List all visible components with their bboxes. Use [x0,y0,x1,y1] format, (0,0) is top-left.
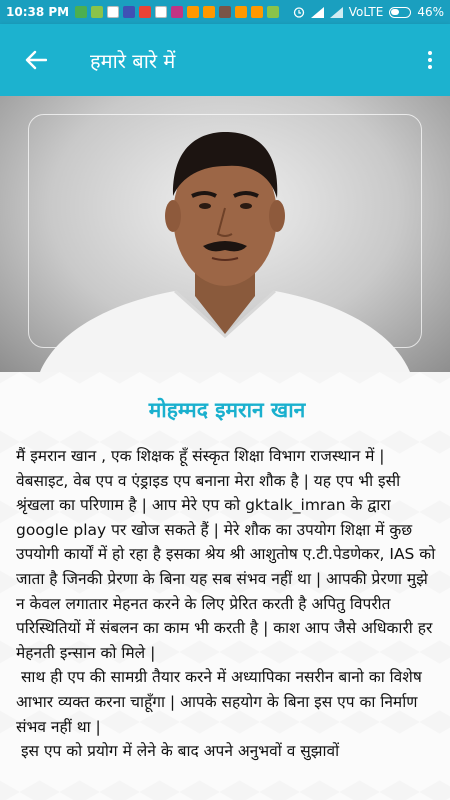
avatar-icon [219,6,231,18]
signal-icon [311,7,324,18]
status-right [293,5,444,19]
status-time: 10:38 PM [6,5,70,19]
overflow-menu-button[interactable] [410,32,450,88]
bio-text: मैं इमरान खान , एक शिक्षक हूँ संस्कृत शिक्षा विभाग राजस्थान में | वेबसाइट, वेब एप व एंड्राइड एप बनाना मेरा शौक है | यह एप भी इसी श्रृंखला का परिणाम है | आप मेरे एप को gktalk_imran के द्वारा google play पर खोज सकते हैं | मेरे शौक का उपयोग शिक्षा में कुछ उपयोगी कार्यों में हो रहा है इसका श्रेय श्री आशुतोष ए.टी.पेडणेकर, IAS को जाता है जिनकी प्रेरणा के बिना यह सब संभव नहीं था | आपकी प्रेरणा मुझे न केवल लगातार मेहनत करने के लिए प्रेरित करती है अपितु विपरीत परिस्थितियों में संबलन का काम भी करती है | काश आप जैसे अधिकारी हर मेहनती इन्सान को मिले | साथ ही एप की सामग्री तैयार करने में अध्यापिका नसरीन बानो का विशेष आभार व्यक्त करना चाहूँगा | आपके सहयोग के बिना इस एप का निर्माण संभव नहीं था | इस एप को प्रयोग में लेने के बाद अपने अनुभवों व सुझावों [16,447,436,761]
page-title: हमारे बारे में [90,48,176,73]
arrow-left-icon [25,50,47,70]
signal-icon [330,7,343,18]
person-portrait [0,96,450,372]
app-icon [235,6,247,18]
app-icon [123,6,135,18]
phone-icon [107,6,119,18]
person-name: मोहम्मद इमरान खान [148,398,306,422]
battery-percent: 46% [417,5,444,19]
about-content [0,372,450,800]
app-icon [267,6,279,18]
notification-icons [75,6,279,18]
gmail-icon [139,6,151,18]
volte-label: VoLTE [348,5,384,19]
alarm-icon [293,6,305,18]
app-bar [0,24,450,96]
profile-photo [0,96,450,372]
back-button[interactable] [6,32,66,88]
more-vert-icon [428,51,432,69]
status-bar [0,0,450,24]
app-icon [251,6,263,18]
battery-icon [389,7,411,18]
app-icon [187,6,199,18]
app-icon [203,6,215,18]
shield-icon [91,6,103,18]
message-icon [75,6,87,18]
phone-icon [155,6,167,18]
instagram-icon [171,6,183,18]
